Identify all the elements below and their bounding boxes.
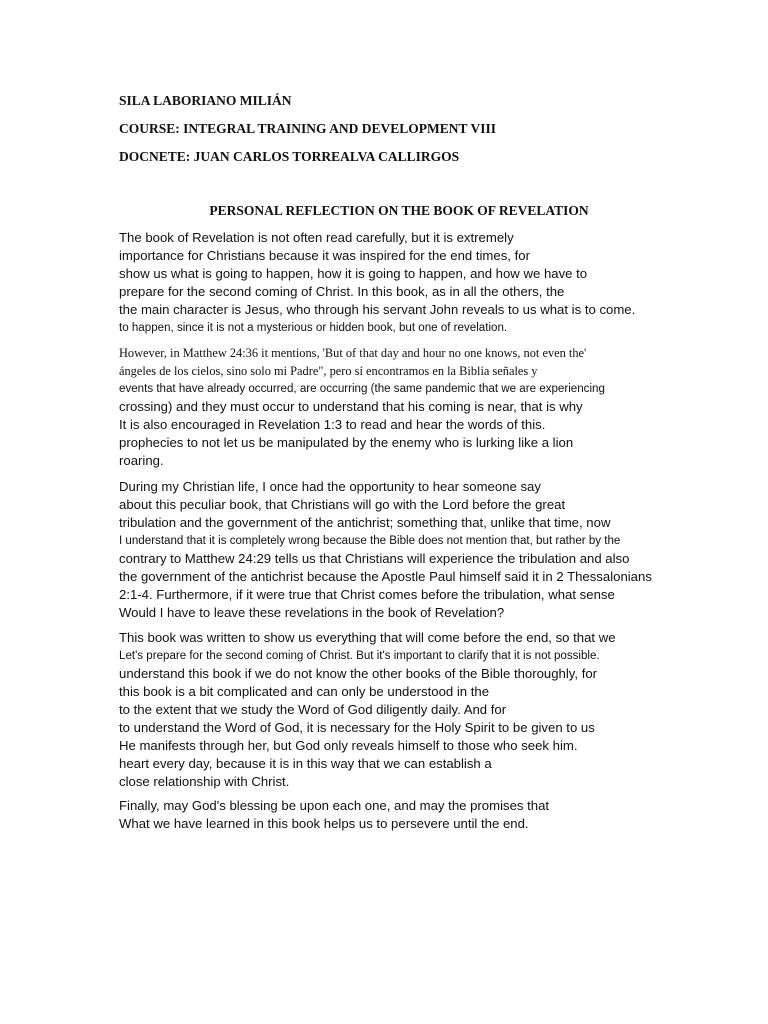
paragraph-line: ángeles de los cielos, sino solo mi Padre", pero sí encontramos en la Biblia señales y [119, 364, 538, 378]
paragraph-line: I understand that it is completely wrong because the Bible does not mention that, but rather by the [119, 535, 621, 547]
paragraph-line: What we have learned in this book helps us to persevere until the end. [119, 816, 529, 831]
paragraph-line: prophecies to not let us be manipulated by the enemy who is lurking like a lion [119, 435, 574, 450]
paragraph-line: This book was written to show us everything that will come before the end, so that we [119, 630, 616, 645]
paragraph-line: importance for Christians because it was inspired for the end times, for [119, 248, 530, 263]
paragraph-line: to happen, since it is not a mysterious or hidden book, but one of revelation. [119, 322, 508, 334]
paragraph-line: about this peculiar book, that Christians will go with the Lord before the great [119, 497, 566, 512]
teacher-line: DOCNETE: JUAN CARLOS TORREALVA CALLIRGOS [119, 149, 460, 164]
course-line: COURSE: INTEGRAL TRAINING AND DEVELOPMENT VIII [119, 121, 496, 136]
paragraph-line: the main character is Jesus, who through his servant John reveals to us what is to come. [119, 302, 636, 317]
paragraph-line: this book is a bit complicated and can only be understood in the [119, 684, 490, 699]
paragraph-line: events that have already occurred, are occurring (the same pandemic that we are experiencing [119, 383, 605, 395]
paragraph-line: to understand the Word of God, it is necessary for the Holy Spirit to be given to us [119, 720, 595, 735]
paragraph-line: He manifests through her, but God only reveals himself to those who seek him. [119, 738, 578, 753]
paragraph-3 [119, 478, 689, 622]
paragraph-line: to the extent that we study the Word of God diligently daily. And for [119, 702, 507, 717]
paragraph-5 [119, 797, 689, 833]
paragraph-line: It is also encouraged in Revelation 1:3 to read and hear the words of this. [119, 417, 546, 432]
paragraph-line: 2:1-4. Furthermore, if it were true that Christ comes before the tribulation, what sense [119, 587, 615, 602]
paragraph-line: Finally, may God's blessing be upon each one, and may the promises that [119, 798, 550, 813]
paragraph-4 [119, 629, 689, 791]
paragraph-line: prepare for the second coming of Christ. In this book, as in all the others, the [119, 284, 565, 299]
author-name: SILA LABORIANO MILIÁN [119, 93, 292, 108]
paragraph-line: understand this book if we do not know the other books of the Bible thoroughly, for [119, 666, 598, 681]
paragraph-line: Would I have to leave these revelations in the book of Revelation? [119, 605, 505, 620]
paragraph-line: close relationship with Christ. [119, 774, 290, 789]
paragraph-line: the government of the antichrist because the Apostle Paul himself said it in 2 Thessalonians [119, 569, 652, 584]
paragraph-line: tribulation and the government of the antichrist; something that, unlike that time, now [119, 515, 611, 530]
document-title: PERSONAL REFLECTION ON THE BOOK OF REVELATION [209, 203, 589, 218]
paragraph-line: Let's prepare for the second coming of Christ. But it's important to clarify that it is not possible. [119, 650, 600, 662]
paragraph-line: The book of Revelation is not often read carefully, but it is extremely [119, 230, 514, 245]
paragraph-line: heart every day, because it is in this way that we can establish a [119, 756, 492, 771]
paragraph-line: However, in Matthew 24:36 it mentions, 'But of that day and hour no one knows, not even the' [119, 346, 587, 360]
paragraph-line: show us what is going to happen, how it is going to happen, and how we have to [119, 266, 588, 281]
paragraph-line: During my Christian life, I once had the opportunity to hear someone say [119, 479, 541, 494]
paragraph-line: roaring. [119, 453, 164, 468]
paragraph-1 [119, 229, 689, 337]
paragraph-line: crossing) and they must occur to understand that his coming is near, that is why [119, 399, 583, 414]
paragraph-line: contrary to Matthew 24:29 tells us that Christians will experience the tribulation and also [119, 551, 630, 566]
paragraph-2 [119, 344, 689, 470]
